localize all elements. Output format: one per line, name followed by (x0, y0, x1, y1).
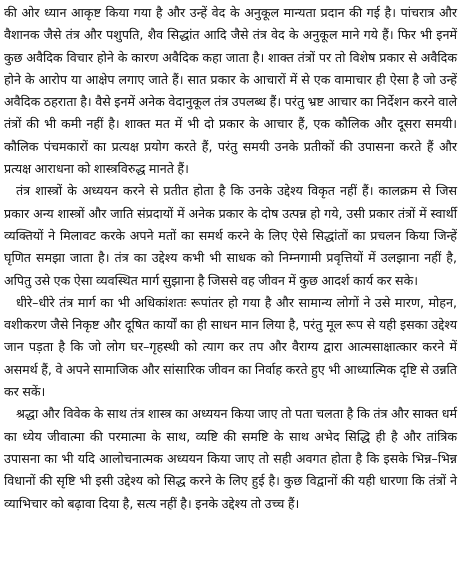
paragraph-1: की ओर ध्यान आकृष्ट किया गया है और उन्हें वेद के अनुकूल मान्यता प्रदान की गई है। पांचरात्र और वैशानक जैसे तंत्र और पशुपति, शैव सिद्धांत आदि जैसे तंत्र वेद के अनुकूल माने गये हैं। फिर भी इनमें कुछ अवैदिक विचार होने के कारण अवैदिक कहा जाता है। शाक्त तंत्रों पर तो विशेष प्रकार से अवैदिक होने के आरोप या आक्षेप लगाए जाते हैं। सात प्रकार के आचारों में से एक वामाचार ही ऐसा है जो उन्हें अवैदिक ठहराता है। वैसे इनमें अनेक वेदानुकूल तंत्र उपलब्ध हैं। परंतु भ्रष्ट आचार का निर्देशन करने वाले तंत्रों की भी कमी नहीं है। शाक्त मत में भी दो प्रकार के आचार हैं, एक कौलिक और दूसरा समयी। कौलिक पंचमकारों का प्रत्यक्ष प्रयोग करते हैं, परंतु समयी उनके प्रतीकों की उपासना करते हैं और प्रत्यक्ष आराधना को शास्त्रविरुद्ध मानते हैं। (4, 5, 457, 177)
paragraph-3: धीरे–धीरे तंत्र मार्ग का भी अधिकांशतः रूपांतर हो गया है और सामान्य लोगों ने उसे मारण, मोहन, वशीकरण जैसे निकृष्ट और दूषित कार्यों का ही साधन मान लिया है, परंतु मूल रूप से यही इसका उद्देश्य जान पड़ता है कि जो लोग घर–गृहस्थी को त्याग कर तप और वैराग्य द्वारा आत्मसाक्षात्कार करने में असमर्थ हैं, वे अपने सामाजिक और सांसारिक जीवन का निर्वाह करते हुए भी आध्यात्मिक दृष्टि से उन्नति कर सकें। (4, 294, 457, 400)
paragraph-2: तंत्र शास्त्रों के अध्ययन करने से प्रतीत होता है कि उनके उद्देश्य विकृत नहीं हैं। कालक्रम से जिस प्रकार अन्य शास्त्रों और जाति संप्रदायों में अनेक प्रकार के दोष उत्पन्न हो गये, उसी प्रकार तंत्रों में स्वार्थी व्यक्तियों ने मिलावट करके अपने मतों का समर्थ करने के लिए ऐसे सिद्धांतों का प्रचलन किया जिन्हें घृणित समझा जाता है। तंत्र का उद्देश्य कभी भी साधक को निम्नगामी प्रवृत्तियों में उलझाना नहीं है, अपितु उसे एक ऐसा व्यवस्थित मार्ग सुझाना है जिससे वह जीवन में कुछ आदर्श कार्य कर सके। (4, 183, 457, 288)
paragraph-4: श्रद्धा और विवेक के साथ तंत्र शास्त्र का अध्ययन किया जाए तो पता चलता है कि तंत्र और साक्त धर्म का ध्येय जीवात्मा की परमात्मा के साथ, व्यष्टि की समष्टि के साथ अभेद सिद्धि ही है और तांत्रिक उपासना का भी यदि आलोचनात्मक अध्ययन किया जाए तो सही अवगत होता है कि इसके भिन्न–भिन्न विधानों की सृष्टि भी इसी उद्देश्य को सिद्ध करने के लिए हुई है। कुछ विद्वानों की यही धारणा कि तंत्रों ने व्याभिचार को बढ़ावा दिया है, सत्य नहीं है। इनके उद्देश्य तो उच्च हैं। (4, 406, 457, 511)
